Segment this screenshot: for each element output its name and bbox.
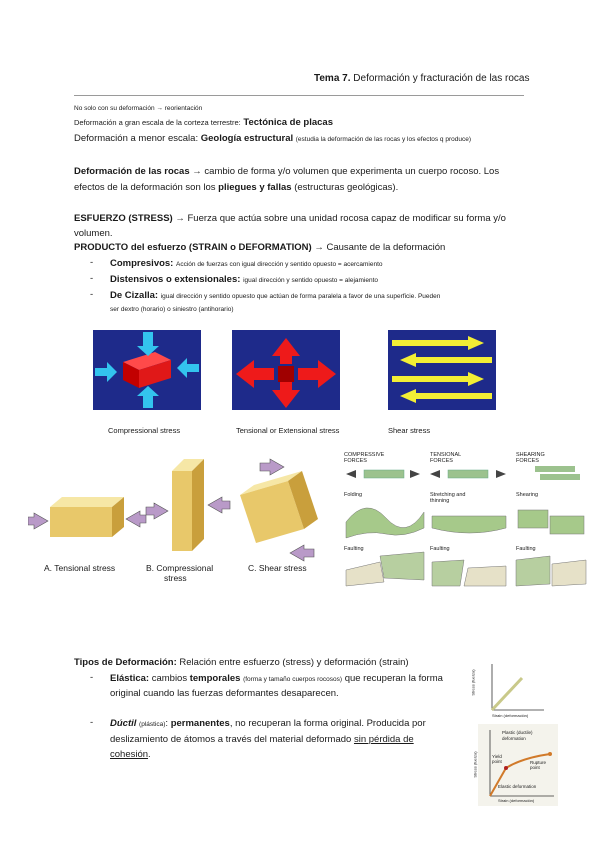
caption-block-b: B. Compressional: [146, 563, 214, 573]
label-stretching: Stretching and thinning: [430, 492, 466, 504]
caption-shear: Shear stress: [388, 426, 431, 435]
bullet-dash: -: [90, 672, 94, 683]
bullet-dash: -: [90, 717, 94, 728]
caption-block-c: C. Shear stress: [248, 563, 307, 573]
list-item-ductil: Dúctil (plástica): permanentes, no recuperan la forma original. Producida por: [110, 718, 426, 729]
label-folding: Folding: [344, 492, 363, 498]
bullet-dash: -: [90, 289, 94, 300]
elastic-graph-ylabel: Stress (fuerza): [470, 669, 476, 696]
ductile-label-rupture: Rupture point: [530, 760, 547, 770]
elastic-graph: [470, 660, 548, 720]
deformacion-line1: Deformación de las rocas → cambio de forma y/o volumen que experimenta un cuerpo rocoso. Los: [74, 166, 500, 177]
ductile-graph: [472, 724, 558, 806]
list-item-elastica-line2: original cuando las fuerzas deformantes desaparecen.: [110, 688, 339, 699]
esfuerzo-line2: volumen.: [74, 228, 113, 239]
intro-line2: Deformación a gran escala de la corteza terrestre: Tectónica de placas: [74, 117, 333, 128]
compressional-stress-image: [93, 330, 201, 410]
tema-label: Tema 7.: [314, 73, 351, 84]
shear-stress-image: [388, 330, 496, 410]
header-divider: [74, 95, 524, 96]
ductile-label-elastic: Elastic deformation: [498, 784, 537, 789]
ductile-graph-xlabel: Strain (deformación): [498, 798, 535, 803]
list-item-cizalla: De Cizalla: igual dirección y sentido opuesto que actúan de forma paralela a favor de una superficie. Pueden: [110, 290, 441, 301]
bullet-dash: -: [90, 257, 94, 268]
list-item-distensivos: Distensivos o extensionales: igual dirección y sentido opuesto = alejamiento: [110, 274, 379, 285]
label-faulting-3: Faulting: [516, 546, 536, 552]
bullet-dash: -: [90, 273, 94, 284]
ductile-label-yield: Yield point: [492, 754, 502, 764]
intro-line3: Deformación a menor escala: Geología estructural (estudia la deformación de las rocas y los efectos q produce): [74, 133, 471, 144]
list-item-compresivos: Compresivos: Acción de fuerzas con igual dirección y sentido opuesto = acercamiento: [110, 258, 383, 269]
page-title: Deformación y fracturación de las rocas: [353, 73, 530, 84]
deformacion-line2: efectos de la deformación son los pliegues y fallas (estructuras geológicas).: [74, 182, 399, 193]
page-header: [314, 72, 529, 86]
list-item-ductil-line3: cohesión.: [110, 749, 151, 760]
label-shearing: Shearing: [516, 492, 539, 498]
elastic-graph-xlabel: Strain (deformación): [492, 713, 529, 718]
header-shearing: SHEARING FORCES: [516, 452, 545, 464]
producto-line: PRODUCTO del esfuerzo (STRAIN o DEFORMATION) → Causante de la deformación: [74, 242, 446, 253]
caption-tensional: Tensional or Extensional stress: [236, 426, 340, 435]
label-faulting-2: Faulting: [430, 546, 450, 552]
ductile-graph-ylabel: Stress (fuerza): [472, 751, 478, 778]
caption-compressional: Compressional stress: [108, 426, 181, 435]
tipos-deformacion-title: Tipos de Deformación: Relación entre esfuerzo (stress) y deformación (strain): [74, 657, 409, 668]
ductile-label-plastic: Plastic (ductile): [502, 730, 533, 735]
elastic-graph-plot: [478, 660, 548, 720]
list-item-elastica: Elástica: cambios temporales (forma y tamaño cuerpos rocosos) que recuperan la forma: [110, 673, 443, 684]
forces-figure: [340, 452, 595, 592]
caption-block-b2: stress: [164, 573, 187, 583]
ductile-label-deformation: deformation: [502, 736, 526, 741]
forces-blocks: [340, 462, 595, 592]
header-tensional: TENSIONAL FORCES: [430, 452, 461, 464]
intro-line1: No solo con su deformación → reorientación: [74, 105, 203, 112]
list-item-cizalla-line2: ser dextro (horario) o siniestro (antihorario): [110, 306, 234, 313]
label-faulting-1: Faulting: [344, 546, 364, 552]
header-compressive: COMPRESSIVE FORCES: [344, 452, 385, 464]
tensional-stress-image: [232, 330, 340, 410]
list-item-ductil-line2: deslizamiento de átomos a través del material deformado sin pérdida de: [110, 734, 414, 745]
caption-block-a: A. Tensional stress: [44, 563, 116, 573]
esfuerzo-line1: ESFUERZO (STRESS) → Fuerza que actúa sobre una unidad rocosa capaz de modificar su forma y/o: [74, 213, 506, 224]
